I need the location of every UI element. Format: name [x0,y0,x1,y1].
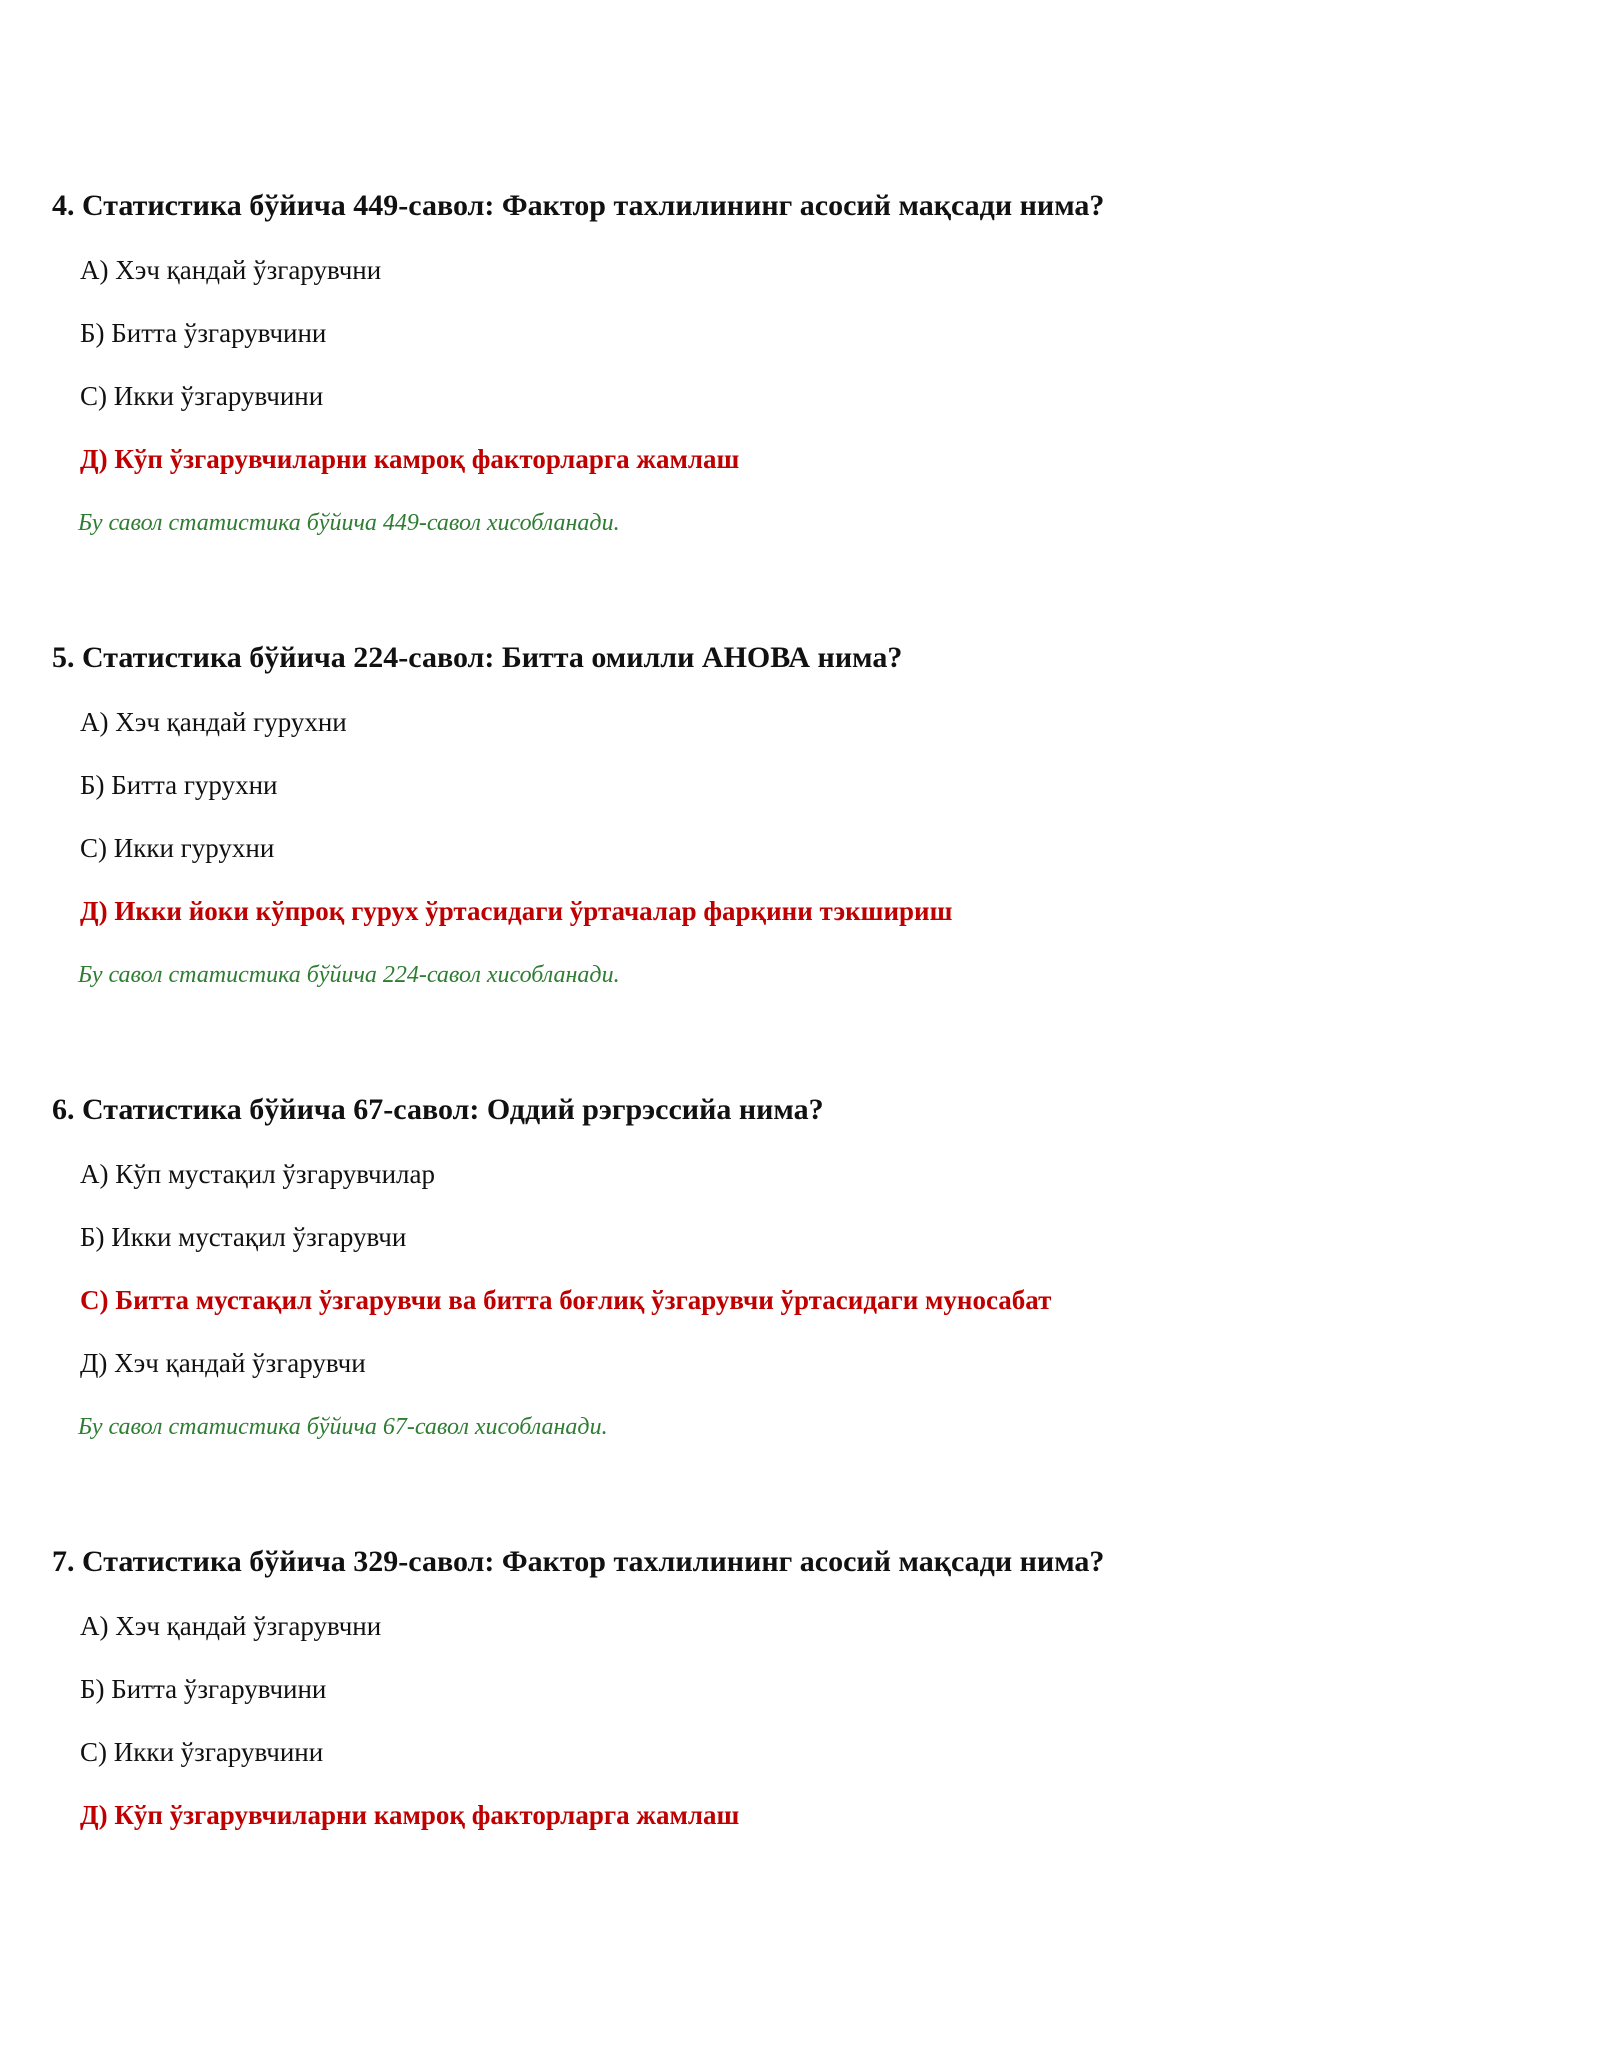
question-note: Бу савол статистика бўйича 67-савол хисобланади. [78,1414,608,1440]
correct-answer-option: Д) Икки йоки кўпроқ гурух ўртасидаги ўртачалар фарқини тэкшириш [80,896,953,926]
answer-options [52,253,1552,476]
correct-answer-option: Д) Кўп ўзгарувчиларни камроқ факторларга жамлаш [80,1800,740,1830]
answer-option: Б) Битта гурухни [80,770,278,800]
correct-answer-option: Д) Кўп ўзгарувчиларни камроқ факторларга жамлаш [80,444,740,474]
question-note: Бу савол статистика бўйича 224-савол хисобланади. [78,962,620,988]
question-note: Бу савол статистика бўйича 449-савол хисобланади. [78,510,620,536]
answer-option: А) Хэч қандай гурухни [80,707,347,737]
question-block [52,1092,1552,1442]
answer-option: С) Икки гурухни [80,833,275,863]
question-block [52,188,1552,538]
answer-option: А) Хэч қандай ўзгарувчни [80,1611,382,1641]
correct-answer-option: С) Битта мустақил ўзгарувчи ва битта боғлиқ ўзгарувчи ўртасидаги муносабат [80,1285,1052,1315]
answer-options [52,705,1552,928]
answer-options [52,1157,1552,1380]
question-title: 4. Статистика бўйича 449-савол: Фактор тахлилининг асосий мақсади нима? [52,189,1105,222]
answer-option: С) Икки ўзгарувчини [80,1737,324,1767]
answer-option: Д) Хэч қандай ўзгарувчи [80,1348,366,1378]
answer-option: С) Икки ўзгарувчини [80,381,324,411]
answer-option: Б) Битта ўзгарувчини [80,318,327,348]
question-block [52,640,1552,990]
answer-options [52,1609,1552,1832]
question-title: 6. Статистика бўйича 67-савол: Оддий рэгрэссийа нима? [52,1093,824,1126]
answer-option: А) Кўп мустақил ўзгарувчилар [80,1159,435,1189]
answer-option: Б) Битта ўзгарувчини [80,1674,327,1704]
answer-option: Б) Икки мустақил ўзгарувчи [80,1222,407,1252]
question-block [52,1544,1552,1832]
question-title: 5. Статистика бўйича 224-савол: Битта омилли АНОВА нима? [52,641,903,674]
answer-option: А) Хэч қандай ўзгарувчни [80,255,382,285]
question-title: 7. Статистика бўйича 329-савол: Фактор тахлилининг асосий мақсади нима? [52,1545,1105,1578]
